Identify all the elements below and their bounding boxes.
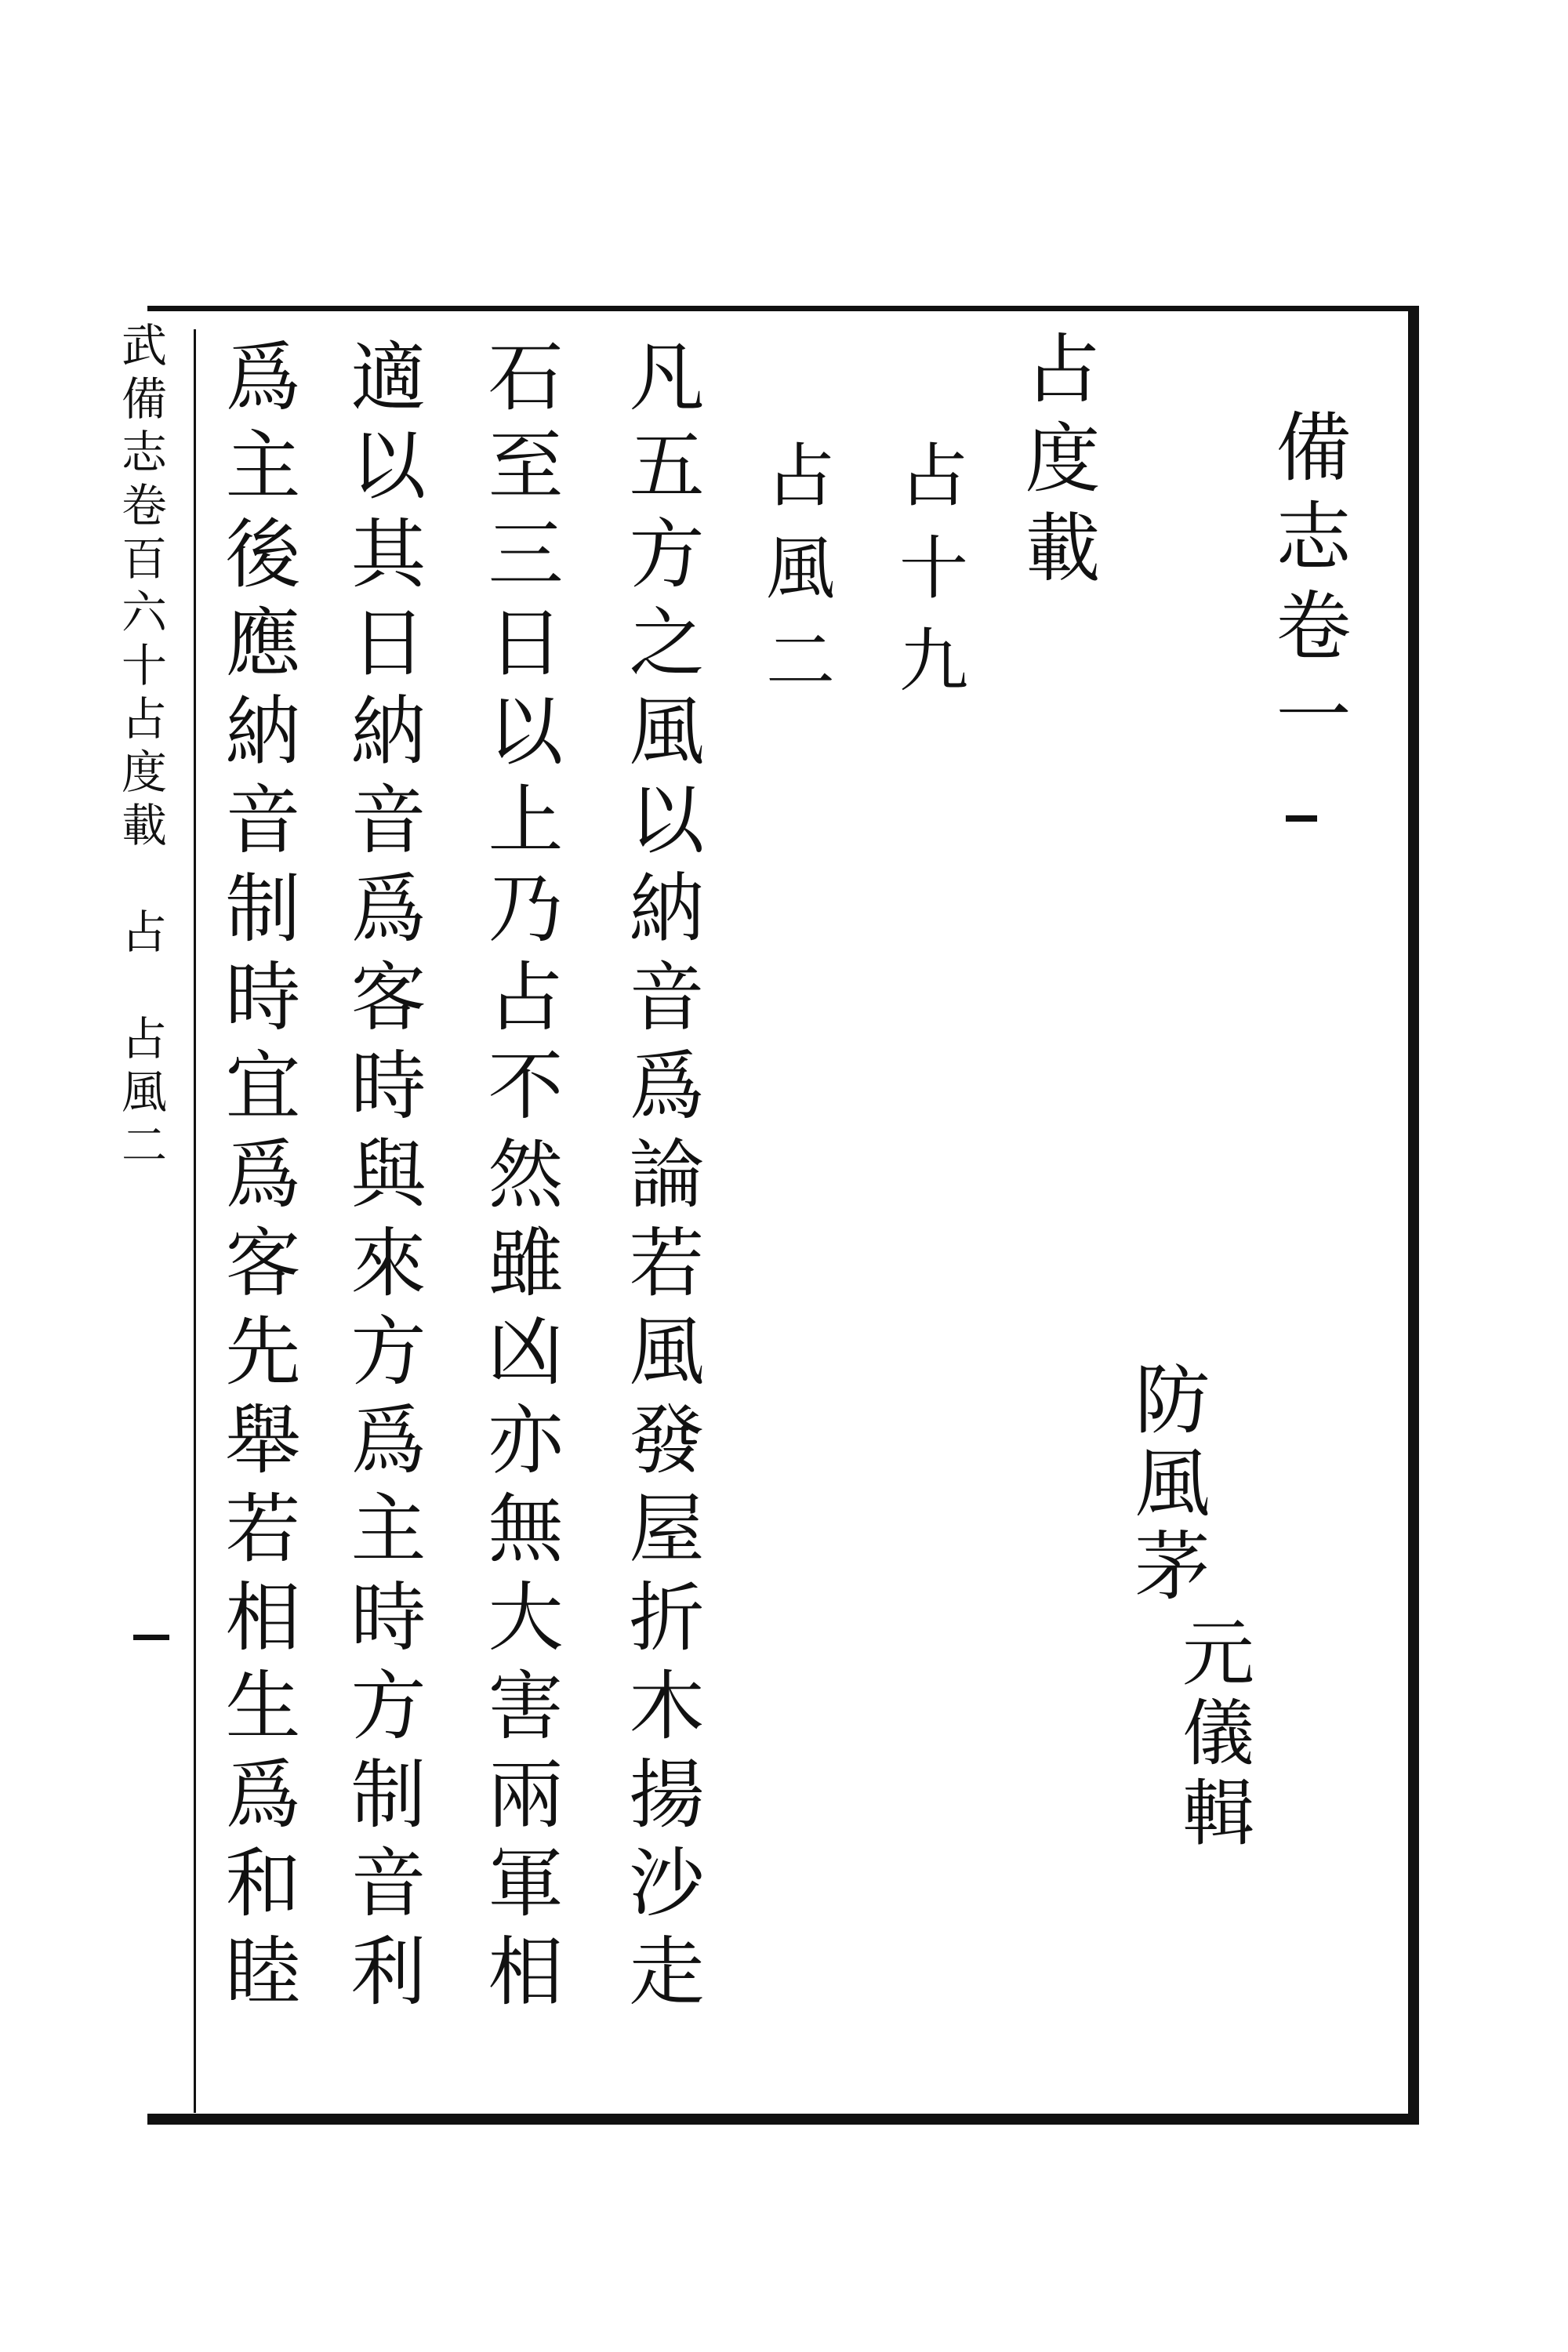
body-column-2: 石至三日以上乃占不然雖凶亦無大害兩軍相: [476, 337, 564, 2020]
author-line-2: 元儀輯: [1171, 1615, 1254, 1855]
margin-column-text: 武備志卷百六十占度載 占 占風二: [114, 321, 167, 1174]
page-number: [133, 1635, 169, 1640]
subsection-heading-1: 占十九: [888, 439, 969, 717]
title-end-mark: [1286, 815, 1317, 822]
margin-column-rule: [194, 329, 196, 2113]
author-line-1: 防風茅: [1123, 1360, 1210, 1610]
body-column-3: 適以其日納音爲客時與來方爲主時方制音利: [339, 337, 426, 2020]
body-column-4: 爲主後應納音制時宜爲客先舉若相生爲和睦: [213, 337, 301, 2020]
subsection-heading-2: 占風二: [755, 439, 836, 717]
body-column-1: 凡五方之風以納音爲論若風發屋折木揚沙走: [617, 337, 705, 2020]
volume-title: 備志卷一: [1264, 408, 1352, 765]
section-heading: 占度載: [1013, 329, 1101, 597]
